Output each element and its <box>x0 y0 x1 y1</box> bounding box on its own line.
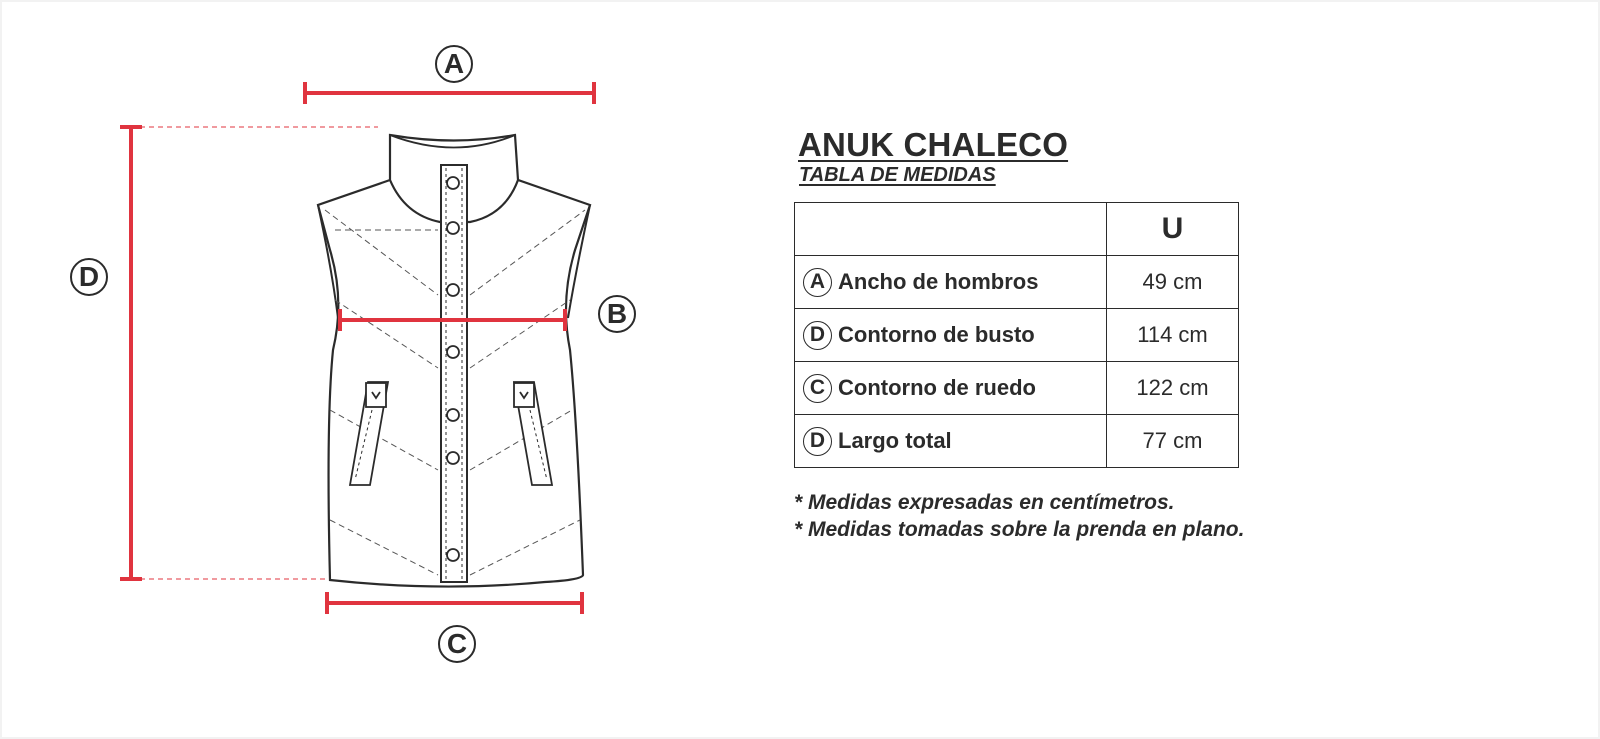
measure-c-line <box>327 592 582 614</box>
row-letter: D <box>803 321 832 350</box>
table-subtitle: TABLA DE MEDIDAS <box>799 164 996 186</box>
size-table <box>794 202 1239 468</box>
measure-d-label: D <box>70 258 108 296</box>
row-label: Contorno de busto <box>838 322 1035 347</box>
vest-diagram <box>0 0 760 739</box>
note-flat: * Medidas tomadas sobre la prenda en plano. <box>794 518 1245 541</box>
measure-a-label: A <box>435 45 473 83</box>
row-letter: D <box>803 427 832 456</box>
row-label: Contorno de ruedo <box>838 375 1036 400</box>
row-label: Ancho de hombros <box>838 269 1039 294</box>
table-row <box>795 256 1239 309</box>
row-letter: A <box>803 268 832 297</box>
table-row <box>795 309 1239 362</box>
table-header-empty <box>795 203 1107 256</box>
measure-a-line <box>305 82 594 104</box>
row-value: 122 cm <box>1136 375 1209 400</box>
product-title: ANUK CHALECO <box>798 126 1069 163</box>
row-value: 114 cm <box>1137 322 1208 347</box>
measure-d-line <box>120 127 142 579</box>
row-letter: C <box>803 374 832 403</box>
row-label: Largo total <box>838 428 952 453</box>
table-row <box>795 362 1239 415</box>
row-value: 49 cm <box>1142 269 1203 294</box>
measure-c-label: C <box>438 625 476 663</box>
table-row <box>795 415 1239 468</box>
row-value: 77 cm <box>1142 428 1203 453</box>
note-units: * Medidas expresadas en centímetros. <box>794 491 1175 514</box>
table-header-row <box>795 203 1239 256</box>
size-header: U <box>1107 203 1239 256</box>
measure-b-label: B <box>598 295 636 333</box>
